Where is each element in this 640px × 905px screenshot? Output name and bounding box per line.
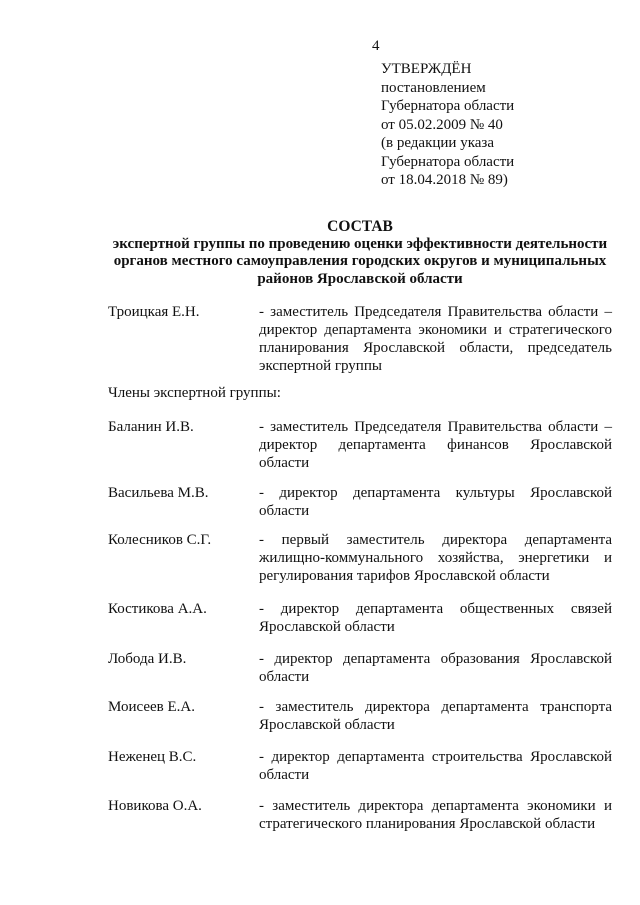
person-name: Неженец В.С. xyxy=(108,749,197,765)
person-name: Костикова А.А. xyxy=(108,601,207,617)
person-role: - заместитель директора департамента транспорта Ярославской области xyxy=(259,699,612,733)
approval-line: УТВЕРЖДЁН xyxy=(381,61,472,77)
approval-block xyxy=(381,60,514,190)
approval-line: постановлением xyxy=(381,79,486,96)
person-name: Новикова О.А. xyxy=(108,798,202,814)
member-entry xyxy=(108,698,612,734)
person-name: Лобода И.В. xyxy=(108,651,187,667)
member-entry xyxy=(108,797,612,833)
chair-entry xyxy=(108,303,612,375)
person-role: - первый заместитель директора департамента жилищно-коммунального хозяйства, энергетики и регулирования тарифов Ярославской области xyxy=(259,532,612,584)
member-entry xyxy=(108,484,612,520)
approval-line: от 05.02.2009 № 40 xyxy=(381,116,503,133)
person-name: Моисеев Е.А. xyxy=(108,699,195,715)
member-entry xyxy=(108,650,612,686)
document-title: СОСТАВ xyxy=(327,218,393,235)
person-role: - заместитель Председателя Правительства области – директор департамента финансов Ярославской области xyxy=(259,419,612,471)
document-subtitle-line: районов Ярославской области xyxy=(257,270,463,287)
person-role: - директор департамента образования Ярославской области xyxy=(259,651,612,685)
document-subtitle-line: органов местного самоуправления городских округов и муниципальных xyxy=(113,253,607,269)
person-name: Троицкая Е.Н. xyxy=(108,304,200,320)
member-entry xyxy=(108,418,612,472)
person-name: Баланин И.В. xyxy=(108,419,194,435)
members-label: Члены экспертной группы: xyxy=(108,385,281,401)
member-entry xyxy=(108,748,612,784)
person-role: - директор департамента общественных связей Ярославской области xyxy=(259,601,612,635)
member-entry xyxy=(108,531,612,585)
approval-line: от 18.04.2018 № 89) xyxy=(381,172,508,188)
approval-line: Губернатора области xyxy=(381,153,515,170)
person-role: - директор департамента строительства Ярославской области xyxy=(259,749,612,783)
person-role: - заместитель директора департамента экономики и стратегического планирования Ярославской области xyxy=(259,798,612,832)
member-entry xyxy=(108,600,612,636)
approval-line: (в редакции указа xyxy=(381,135,494,151)
approval-line: Губернатора области xyxy=(381,98,515,114)
person-name: Васильева М.В. xyxy=(108,485,209,501)
document-heading xyxy=(100,218,620,288)
person-role: - заместитель Председателя Правительства области – директор департамента экономики и стратегического планирования Ярославской области, председатель экспертной группы xyxy=(259,304,612,374)
page-number: 4 xyxy=(372,38,380,54)
document-subtitle-line: экспертной группы по проведению оценки эффективности деятельности xyxy=(112,235,608,252)
person-name: Колесников С.Г. xyxy=(108,532,212,548)
person-role: - директор департамента культуры Ярославской области xyxy=(259,485,612,519)
